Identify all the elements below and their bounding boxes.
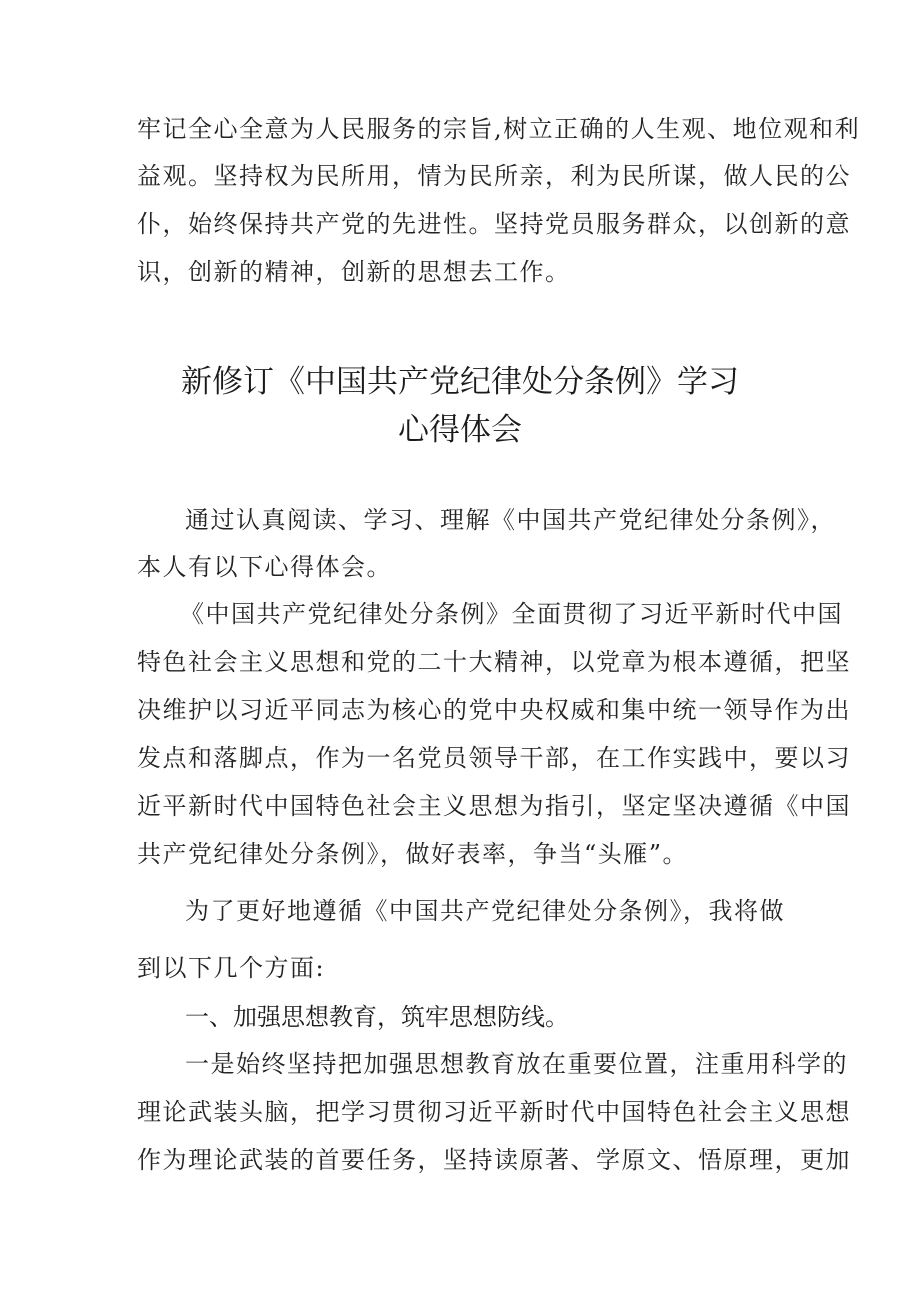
body-text-line: 识，创新的精神，创新的思想去工作。 bbox=[137, 258, 571, 286]
document-title-line-1: 新修订《中国共产党纪律处分条例》学习 bbox=[181, 364, 739, 400]
body-text-line: 牢记全心全意为人民服务的宗旨,树立正确的人生观、地位观和利 bbox=[137, 115, 861, 143]
body-text-line: 仆，始终保持共产党的先进性。坚持党员服务群众，以创新的意 bbox=[137, 210, 851, 238]
body-text-line: 共产党纪律处分条例》，做好表率，争当“头雁”。 bbox=[137, 840, 689, 868]
body-text-line: 本人有以下心得体会。 bbox=[137, 553, 392, 581]
body-text-line: 理论武装头脑，把学习贯彻习近平新时代中国特色社会主义思想 bbox=[137, 1098, 851, 1126]
body-text-line: 到以下几个方面: bbox=[137, 954, 326, 982]
body-text-line: 发点和落脚点，作为一名党员领导干部，在工作实践中，要以习 bbox=[137, 744, 851, 772]
body-text-line: 作为理论武装的首要任务，坚持读原著、学原文、悟原理，更加 bbox=[137, 1146, 851, 1174]
body-text-line: 《中国共产党纪律处分条例》全面贯彻了习近平新时代中国 bbox=[180, 600, 843, 628]
body-text-line: 决维护以习近平同志为核心的党中央权威和集中统一领导作为出 bbox=[137, 696, 851, 724]
body-text-line: 通过认真阅读、学习、理解《中国共产党纪律处分条例》， bbox=[185, 506, 836, 534]
body-text-line: 一是始终坚持把加强思想教育放在重要位置，注重用科学的 bbox=[185, 1050, 848, 1078]
body-text-line: 近平新时代中国特色社会主义思想为指引，坚定坚决遵循《中国 bbox=[137, 792, 851, 820]
body-text-line: 为了更好地遵循《中国共产党纪律处分条例》，我将做 bbox=[185, 897, 785, 925]
body-text-line: 特色社会主义思想和党的二十大精神，以党章为根本遵循，把坚 bbox=[137, 648, 851, 676]
body-text-line: 益观。坚持权为民所用，情为民所亲，利为民所谋，做人民的公 bbox=[137, 162, 851, 190]
document-title-line-2: 心得体会 bbox=[398, 412, 522, 448]
section-heading: 一、加强思想教育，筑牢思想防线。 bbox=[185, 1003, 569, 1031]
